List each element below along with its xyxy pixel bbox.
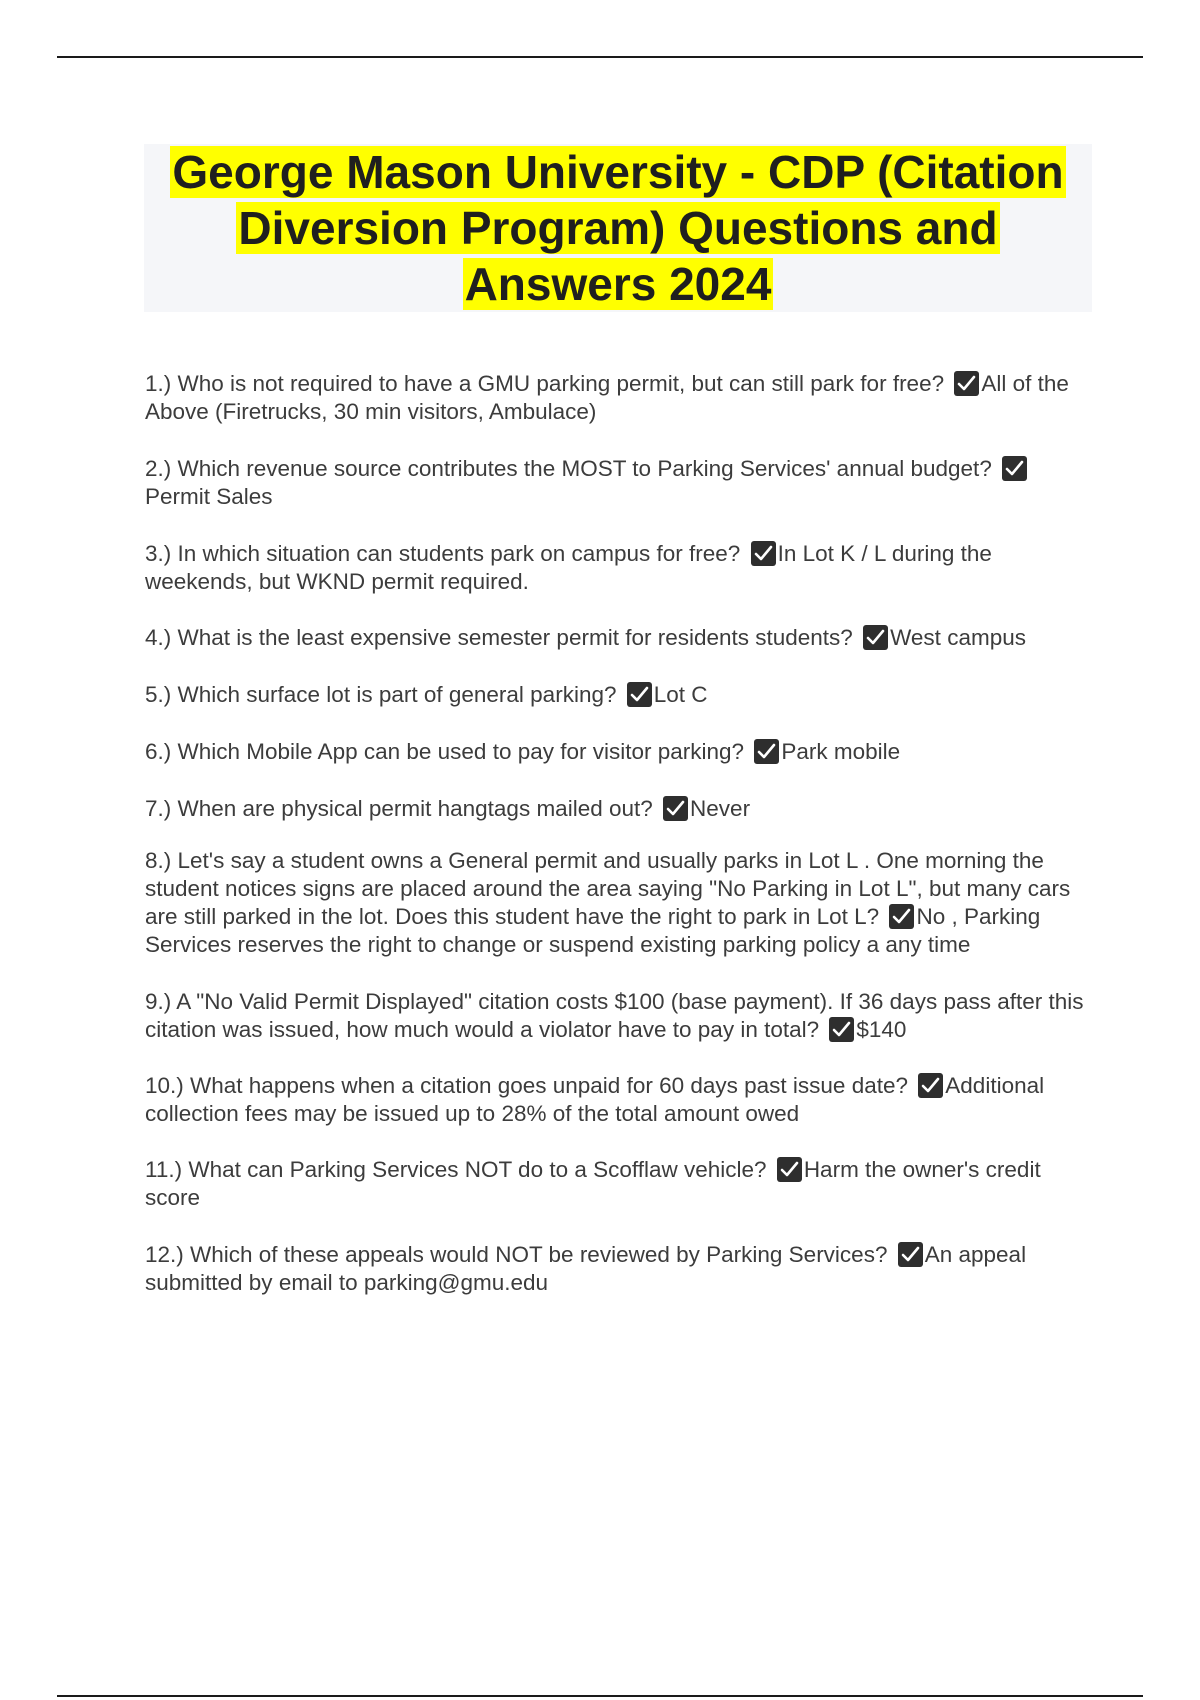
check-box-icon [1002, 456, 1027, 481]
answer-text: Never [690, 796, 751, 821]
question-text: 10.) What happens when a citation goes unpaid for 60 days past issue date? [145, 1073, 909, 1098]
question-text: 3.) In which situation can students park on campus for free? [145, 541, 741, 566]
qa-item [145, 988, 1090, 1044]
check-box-icon [889, 904, 914, 929]
check-box-icon [954, 371, 979, 396]
qa-item [145, 1156, 1090, 1212]
check-box-icon [751, 541, 776, 566]
answer-text: Park mobile [781, 739, 901, 764]
qa-item [145, 370, 1090, 426]
check-box-icon [663, 796, 688, 821]
question-text: 8.) Let's say a student owns a General permit and usually parks in Lot L . One morning the student notices signs are placed around the area saying "No Parking in Lot L", but many cars are still parked in the lot. Does this student have the right to park in Lot L? [145, 848, 1071, 929]
question-text: 6.) Which Mobile App can be used to pay for visitor parking? [145, 739, 745, 764]
check-box-icon [754, 739, 779, 764]
answer-text: West campus [890, 625, 1026, 650]
check-box-icon [627, 682, 652, 707]
answer-text: Permit Sales [145, 484, 273, 509]
answer-text: All of the Above (Firetrucks, 30 min visitors, Ambulace) [145, 371, 1069, 424]
answer-text: Harm the owner's credit score [145, 1157, 1041, 1210]
bottom-rule [57, 1695, 1143, 1697]
qa-item [145, 681, 1090, 709]
qa-item [145, 847, 1090, 959]
qa-item [145, 540, 1090, 596]
answer-text: An appeal submitted by email to parking@gmu.edu [145, 1242, 1027, 1295]
question-text: 4.) What is the least expensive semester permit for residents students? [145, 625, 853, 650]
check-box-icon [898, 1242, 923, 1267]
answer-text: Lot C [653, 682, 708, 707]
answer-text: $140 [856, 1017, 907, 1042]
qa-item [145, 455, 1090, 511]
question-text: 2.) Which revenue source contributes the MOST to Parking Services' annual budget? [145, 456, 992, 481]
question-text: 9.) A "No Valid Permit Displayed" citation costs $100 (base payment). If 36 days pass after this citation was issued, how much would a violator have to pay in total? [145, 989, 1084, 1042]
top-rule [57, 56, 1143, 58]
qa-item [145, 738, 1090, 766]
title-block [144, 144, 1092, 312]
qa-item [145, 1241, 1090, 1297]
answer-text: Additional collection fees may be issued up to 28% of the total amount owed [145, 1073, 1045, 1126]
check-box-icon [918, 1073, 943, 1098]
qa-item [145, 1072, 1090, 1128]
qa-list [145, 370, 1090, 1297]
check-box-icon [777, 1157, 802, 1182]
question-text: 5.) Which surface lot is part of general parking? [145, 682, 617, 707]
title-heading [144, 144, 1092, 312]
qa-item [145, 624, 1090, 652]
question-text: 12.) Which of these appeals would NOT be reviewed by Parking Services? [145, 1242, 888, 1267]
check-box-icon [829, 1017, 854, 1042]
qa-item [145, 795, 1090, 823]
document-title: George Mason University - CDP (Citation Diversion Program) Questions and Answers 2024 [172, 146, 1064, 310]
question-text: 7.) When are physical permit hangtags mailed out? [145, 796, 653, 821]
answer-text: In Lot K / L during the weekends, but WKND permit required. [145, 541, 992, 594]
question-text: 11.) What can Parking Services NOT do to a Scofflaw vehicle? [145, 1157, 767, 1182]
answer-text: No , Parking Services reserves the right to change or suspend existing parking policy a any time [145, 904, 1041, 957]
check-box-icon [863, 625, 888, 650]
question-text: 1.) Who is not required to have a GMU parking permit, but can still park for free? [145, 371, 945, 396]
